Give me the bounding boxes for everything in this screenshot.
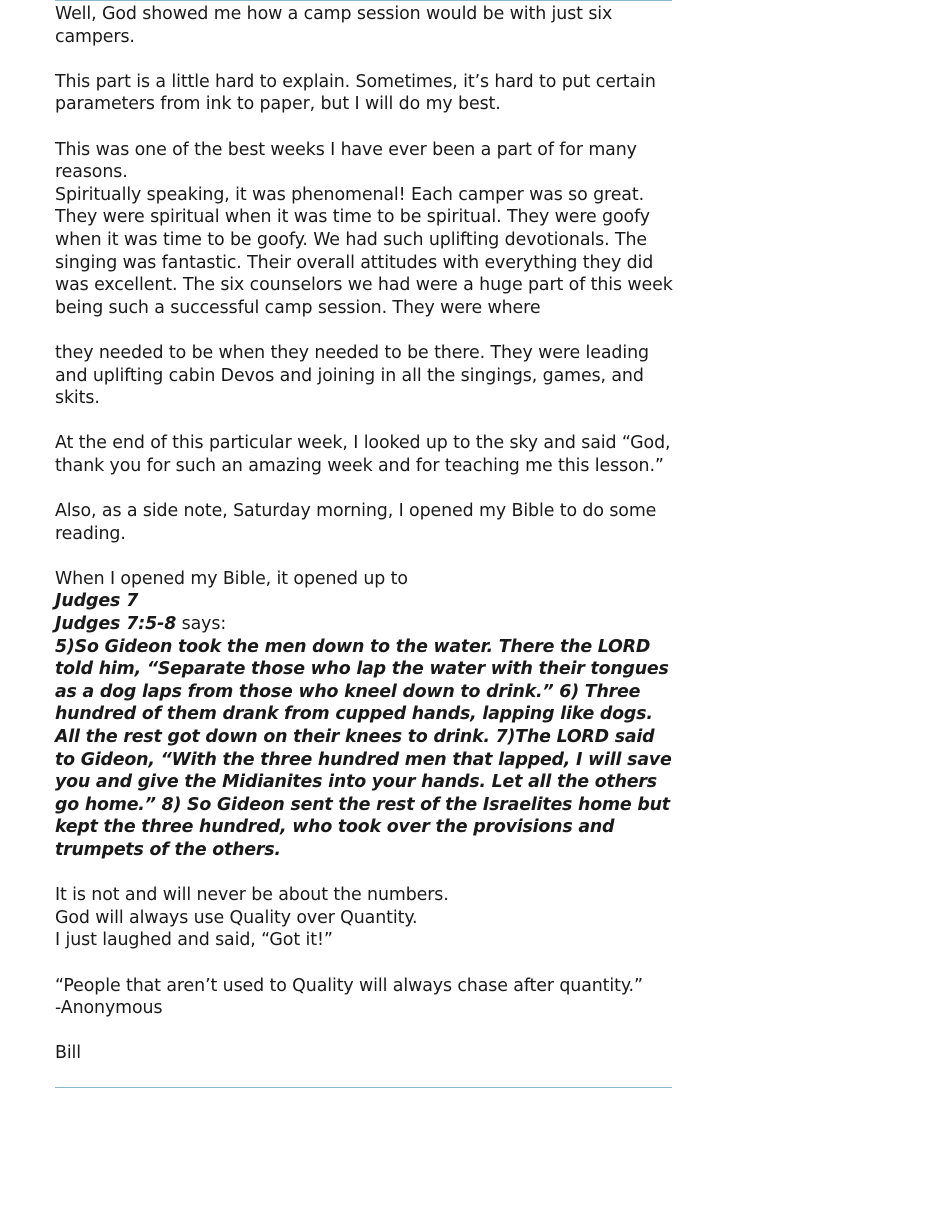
- paragraph-thanks: At the end of this particular week, I looked up to the sky and said “God, thank you for such an amazing week and for teaching me this lesson.”: [55, 433, 671, 476]
- paragraph-laughed: I just laughed and said, “Got it!”: [55, 930, 333, 951]
- spacer: [55, 116, 677, 139]
- spacer: [55, 862, 677, 885]
- quote-author: -Anonymous: [55, 998, 163, 1019]
- spacer: [55, 1020, 677, 1043]
- paragraph-intro: Well, God showed me how a camp session would be with just six campers.: [55, 4, 613, 47]
- spacer: [55, 477, 677, 500]
- spacer: [55, 410, 677, 433]
- paragraph-explain: This part is a little hard to explain. Sometimes, it’s hard to put certain parameters from ink to paper, but I will do my best.: [55, 71, 656, 115]
- spacer: [55, 319, 677, 342]
- paragraph-spiritual: Spiritually speaking, it was phenomenal! Each camper was so great. They were spiritual when it was time to be spiritual. They were goofy when it was time to be goofy. We had such uplifting devotionals. The singing was fantastic. Their overall attitudes with everything they did was excellent. The six counselors we had were a huge part of this week being such a successful camp session. They were where: [55, 184, 673, 318]
- spacer: [55, 952, 677, 975]
- paragraph-opened-bible: When I opened my Bible, it opened up to: [55, 568, 408, 589]
- document-body: [55, 3, 677, 1065]
- spacer: [55, 48, 677, 71]
- signature: Bill: [55, 1043, 82, 1064]
- scripture-verses: Judges 7:5-8: [55, 614, 177, 635]
- quote-text: “People that aren’t used to Quality will always chase after quantity.”: [55, 975, 643, 996]
- scripture-text: 5)So Gideon took the men down to the water. There the LORD told him, “Separate those who lap the water with their tongues as a dog laps from those who kneel down to drink.” 6) Three hundred of them drank from cupped hands, lapping like dogs. All the rest got down on their knees to drink. 7)The LORD said to Gideon, “With the three hundred men that lapped, I will save you and give the Midianites into your hands. Let all the others go home.” 8) So Gideon sent the rest of the Israelites home but kept the three hundred, who took over the provisions and trumpets of the others.: [55, 636, 672, 860]
- paragraph-counselors: they needed to be when they needed to be there. They were leading and uplifting cabin Devos and joining in all the singings, games, and skits.: [55, 342, 649, 409]
- spacer: [55, 545, 677, 568]
- paragraph-side-note: Also, as a side note, Saturday morning, I opened my Bible to do some reading.: [55, 501, 657, 544]
- paragraph-numbers: It is not and will never be about the numbers.: [55, 885, 449, 906]
- paragraph-quality: God will always use Quality over Quantity.: [55, 907, 418, 928]
- paragraph-best-week: This was one of the best weeks I have ever been a part of for many reasons.: [55, 139, 637, 183]
- top-rule: [55, 0, 672, 1]
- bottom-rule: [55, 1087, 672, 1088]
- scripture-says: says:: [176, 614, 227, 635]
- scripture-reference-line: [55, 613, 677, 636]
- scripture-chapter: Judges 7: [55, 591, 139, 612]
